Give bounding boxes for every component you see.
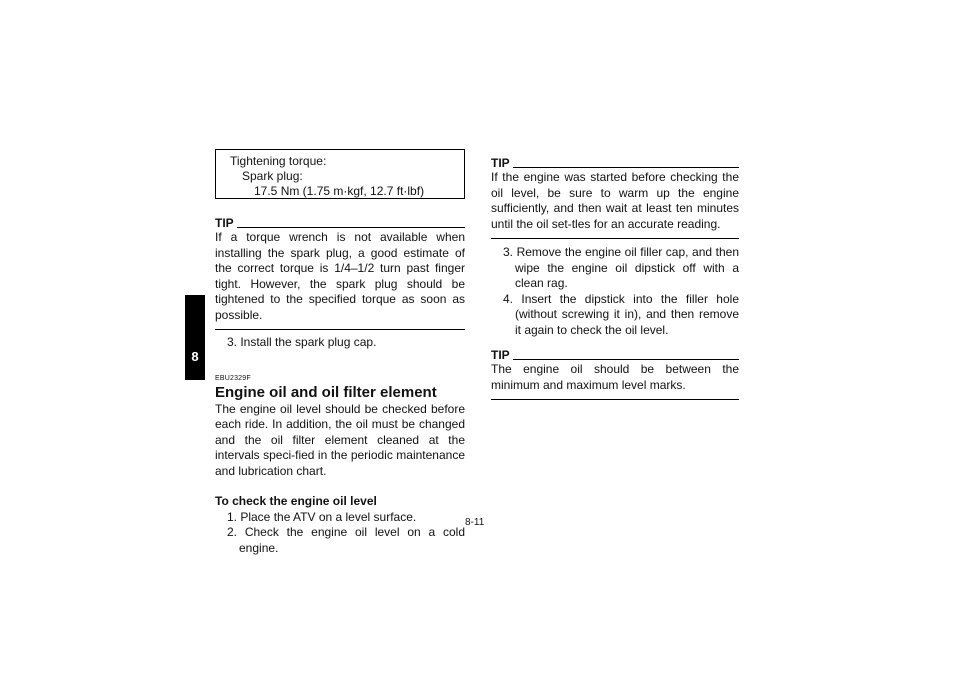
section-code: EBU2329F [215,374,251,382]
tip-oil-level [491,347,739,400]
subheading-check-oil: To check the engine oil level [215,494,377,508]
tip-warm-up [491,155,739,239]
tip-label: TIP [491,348,510,362]
page-number: 8-11 [465,517,485,528]
tip-label: TIP [491,156,510,170]
tip-text: If a torque wrench is not available when installing the spark plug, a good estimate of the correct torque is 1/4–1/2 turn past finger tight. However, the spark plug should be tightened to the specified torque as soon as possible. [215,230,465,322]
tip-text: The engine oil should be between the minimum and maximum level marks. [491,362,739,392]
tip-rule [513,167,739,168]
spec-line-1: Tightening torque: [230,154,327,168]
chapter-tab: 8 [185,295,205,380]
step-2: 2. Check the engine oil level on a cold engine. [227,525,465,555]
step-1: 1. Place the ATV on a level surface. [227,509,417,524]
step-3: 3. Remove the engine oil filler cap, and then wipe the engine oil dipstick off with a clean rag. [503,245,739,290]
step-4: 4. Insert the dipstick into the filler hole (without screwing it in), and then remove it again to check the oil level. [503,291,739,337]
tip-end-rule [215,329,465,330]
tip-rule [513,359,739,360]
tip-header [491,155,739,169]
spec-line-2: Spark plug: [242,169,303,183]
step-install-cap: 3. Install the spark plug cap. [227,335,377,349]
right-column [491,155,739,400]
tip-end-rule [491,238,739,239]
section-title: Engine oil and oil filter element [215,383,437,401]
tip-rule [237,227,465,228]
tip-end-rule [491,399,739,400]
section-text: The engine oil level should be checked before each ride. In addition, the oil must be changed and the oil filter element cleaned at the intervals speci-fied in the periodic maintenance and lubrication chart. [215,401,465,478]
tip-header [491,347,739,361]
left-column [215,149,465,556]
spec-line-3: 17.5 Nm (1.75 m·kgf, 12.7 ft·lbf) [254,184,425,198]
tip-torque [215,215,465,330]
tip-header [215,215,465,229]
tip-text: If the engine was started before checking the oil level, be sure to warm up the engine sufficiently, and then wait at least ten minutes until the oil set-tles for an accurate reading. [491,170,739,231]
torque-spec-box [215,149,465,199]
tip-label: TIP [215,216,234,230]
